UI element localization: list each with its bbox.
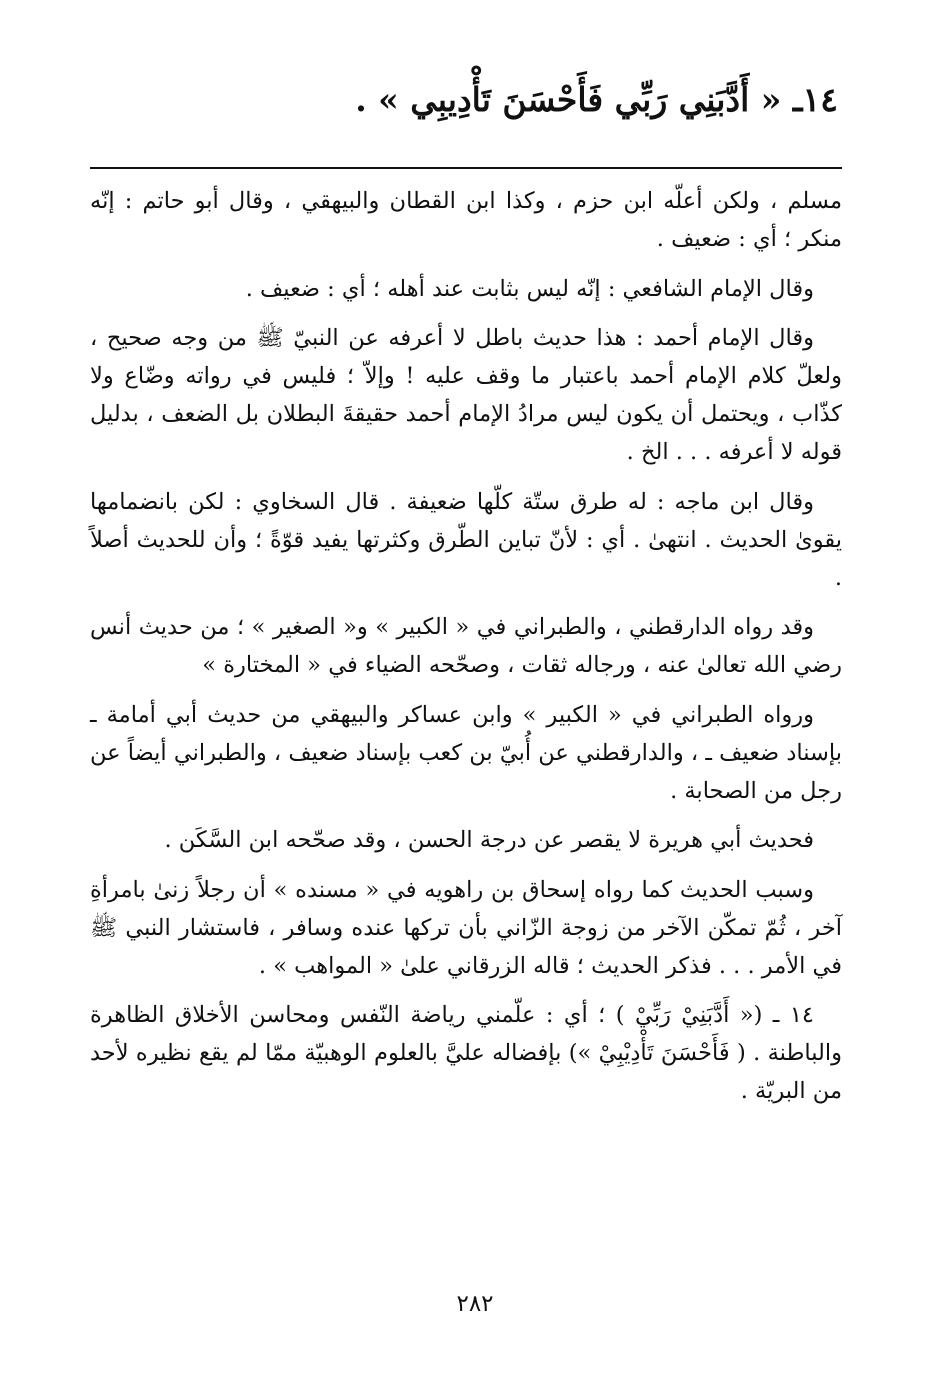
- paragraph: مسلم ، ولكن أعلّه ابن حزم ، وكذا ابن القطان والبيهقي ، وقال أبو حاتم : إنّه منكر ؛ أي : ضعيف .: [90, 188, 842, 252]
- paragraph: ١٤ ـ (« أَدَّبَنِيْ رَبِّيْ ) ؛ أي : علّمني رياضة النّفس ومحاسن الأخلاق الظاهرة والباطنة . ( فَأَحْسَنَ تَأْدِيْبِيْ ») بإفضاله عليَّ بالعلوم الوهبيّة ممّا لم يقع نظيره لأحد من البريّة .: [90, 1002, 842, 1104]
- page-number: ٢٨٢: [456, 1291, 494, 1317]
- paragraph: فحديث أبي هريرة لا يقصر عن درجة الحسن ، وقد صحّحه ابن السَّكَن .: [164, 827, 814, 853]
- paragraph: وقد رواه الدارقطني ، والطبراني في « الكبير » و« الصغير » ؛ من حديث أنس رضي الله تعالىٰ عنه ، ورجاله ثقات ، وصحّحه الضياء في « المختارة »: [90, 614, 842, 678]
- paragraph: وسبب الحديث كما رواه إسحاق بن راهويه في « مسنده » أن رجلاً زنىٰ بامرأةِ آخر ، ثُمّ تمكّن الآخر من زوجة الزّاني بأن تركها عنده وسافر ، فاستشار النبي ﷺ في الأمر . . . فذكر الحديث ؛ قاله الزرقاني علىٰ « المواهب » .: [90, 876, 842, 979]
- paragraph: وقال الإمام أحمد : هذا حديث باطل لا أعرفه عن النبيّ ﷺ من وجه صحيح ، ولعلّ كلام الإمام أحمد باعتبار ما وقف عليه ! وإلاّ ؛ فليس في رواته وضّاع ولا كذّاب ، ويحتمل أن يكون ليس مرادُ الإمام أحمد حقيقةَ البطلان بل الضعف ، بدليل قوله لا أعرفه . . . الخ .: [90, 325, 842, 465]
- paragraph: وقال ابن ماجه : له طرق ستّة كلّها ضعيفة . قال السخاوي : لكن بانضمامها يقوىٰ الحديث . انتهىٰ . أي : لأنّ تباين الطّرق وكثرتها يفيد قوّةً ؛ وأن للحديث أصلاً .: [90, 488, 842, 591]
- commentary-body: [90, 182, 842, 1122]
- paragraph: وقال الإمام الشافعي : إنّه ليس بثابت عند أهله ؛ أي : ضعيف .: [245, 275, 814, 302]
- heading-divider: [90, 167, 842, 169]
- hadith-heading: ١٤ـ « أَدَّبَنِي رَبِّي فَأَحْسَنَ تَأْدِيبِي » .: [355, 80, 838, 119]
- paragraph: ورواه الطبراني في « الكبير » وابن عساكر والبيهقي من حديث أبي أمامة ـ بإسناد ضعيف ـ ، والدارقطني عن أُبيّ بن كعب بإسناد ضعيف ، والطبراني أيضاً عن رجل من الصحابة .: [90, 701, 842, 804]
